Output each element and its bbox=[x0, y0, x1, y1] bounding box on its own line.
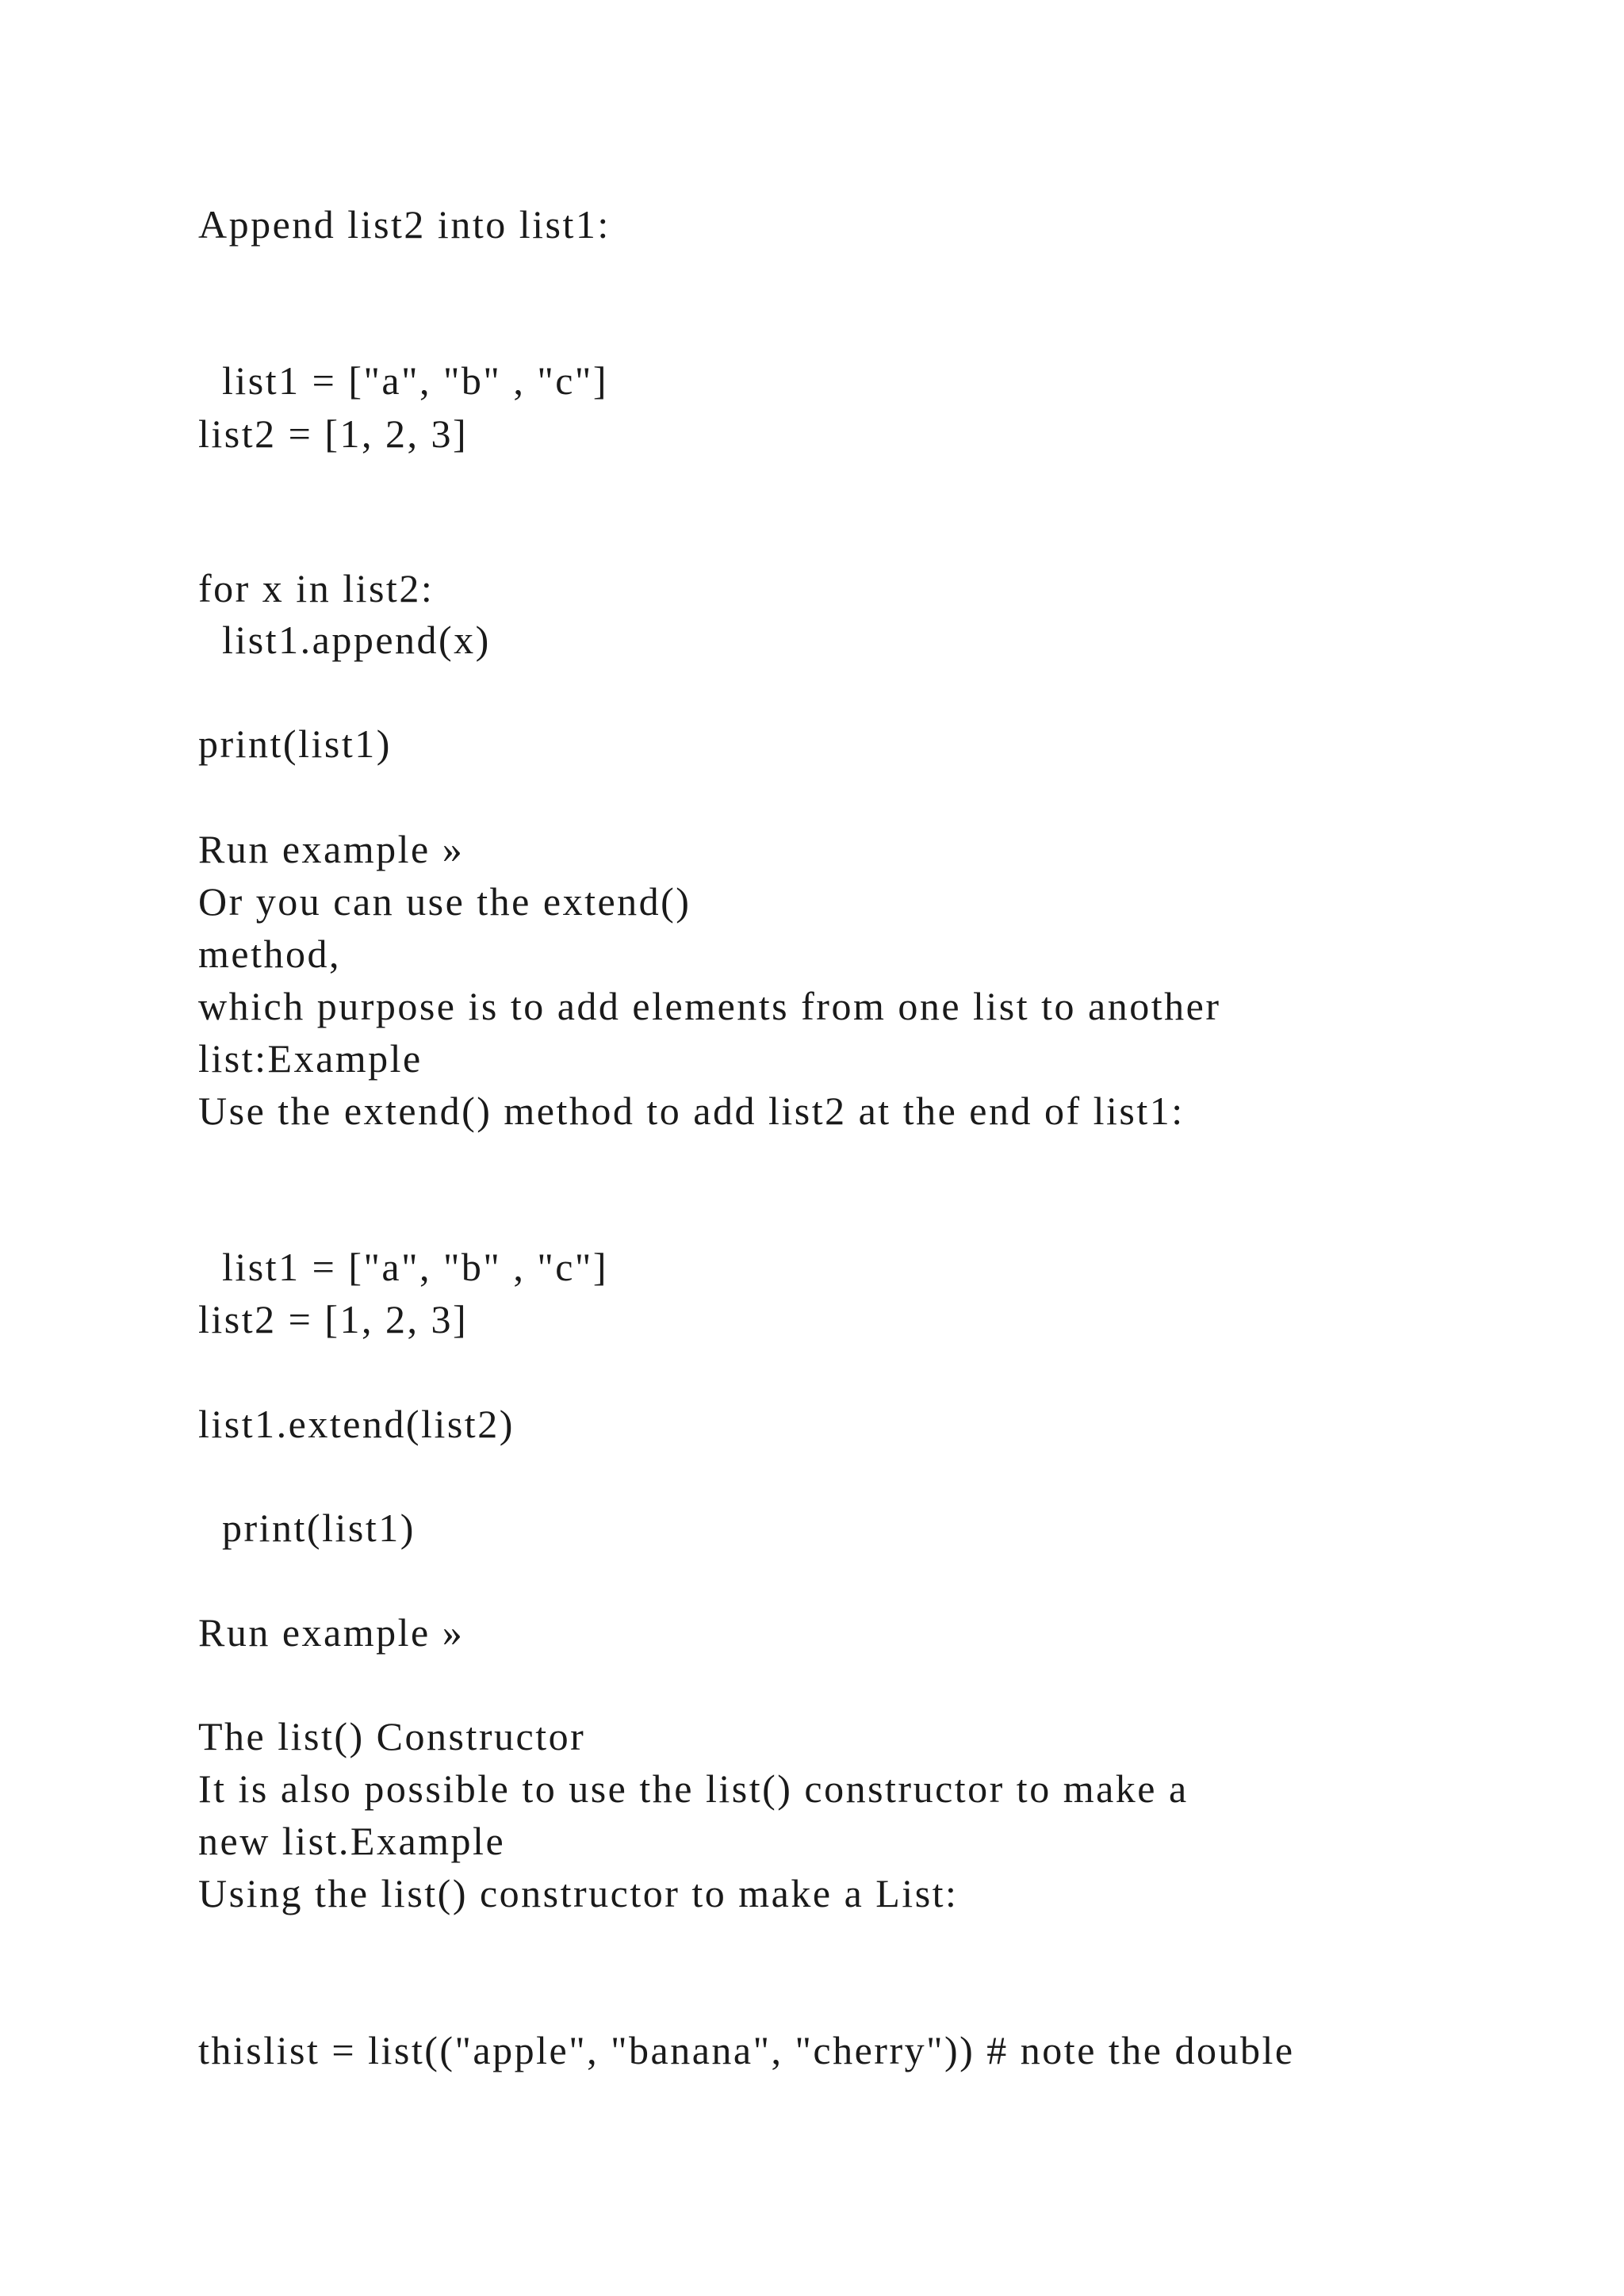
section-heading-list-constructor: The list() Constructor bbox=[198, 1714, 586, 1758]
paragraph-extend-line-2: method, bbox=[198, 932, 341, 976]
code-line-list1: list1 = ["a", "b" , "c"] bbox=[222, 1245, 608, 1289]
run-example-link[interactable]: Run example » bbox=[198, 1610, 465, 1655]
code-line-print: print(list1) bbox=[198, 721, 392, 766]
paragraph-extend-line-3: which purpose is to add elements from one list to another bbox=[198, 984, 1221, 1028]
paragraph-extend-line-4: list:Example bbox=[198, 1036, 423, 1081]
code-line-list1: list1 = ["a", "b" , "c"] bbox=[222, 358, 608, 403]
example-caption-constructor: Using the list() constructor to make a List: bbox=[198, 1871, 959, 1915]
code-line-append: list1.append(x) bbox=[222, 618, 491, 662]
code-line-extend: list1.extend(list2) bbox=[198, 1402, 515, 1446]
paragraph-constructor-line-1: It is also possible to use the list() constructor to make a bbox=[198, 1766, 1189, 1811]
paragraph-constructor-line-2: new list.Example bbox=[198, 1819, 506, 1863]
code-line-for-loop: for x in list2: bbox=[198, 566, 435, 610]
example-caption-extend: Use the extend() method to add list2 at the end of list1: bbox=[198, 1089, 1185, 1133]
code-line-list2: list2 = [1, 2, 3] bbox=[198, 411, 469, 456]
code-line-list2: list2 = [1, 2, 3] bbox=[198, 1297, 469, 1341]
heading-append-list: Append list2 into list1: bbox=[198, 202, 611, 247]
paragraph-extend-line-1: Or you can use the extend() bbox=[198, 879, 691, 924]
code-line-print: print(list1) bbox=[222, 1506, 416, 1550]
run-example-link[interactable]: Run example » bbox=[198, 827, 465, 871]
code-line-thislist: thislist = list(("apple", "banana", "cherry")) # note the double bbox=[198, 2028, 1295, 2072]
